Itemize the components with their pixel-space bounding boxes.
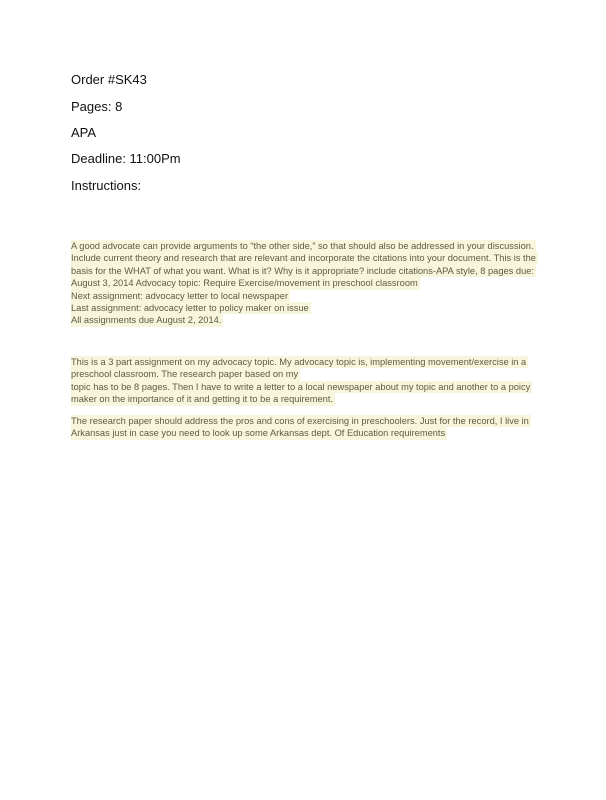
paragraph-line: basis for the WHAT of what you want. What is it? Why is it appropriate? include citations-APA style, 8 pages due:	[71, 265, 534, 276]
page-count: Pages: 8	[71, 99, 123, 114]
paragraph-line: maker on the importance of it and getting it to be a requirement.	[71, 394, 334, 405]
paragraph-line: A good advocate can provide arguments to “the other side,” so that should also be addressed in your discussion.	[71, 241, 534, 251]
instructions-heading: Instructions:	[71, 178, 142, 193]
paragraph-line: Arkansas just in case you need to look up some Arkansas dept. Of Education requirements	[71, 428, 446, 439]
paragraph-line: topic has to be 8 pages. Then I have to write a letter to a local newspaper about my topic and another to a poicy	[71, 381, 531, 392]
research-paper-notes	[71, 415, 541, 440]
assignment-overview	[71, 356, 541, 406]
paragraph-line: Next assignment: advocacy letter to local newspaper	[71, 290, 289, 301]
paragraph-line: preschool classroom. The research paper based on my	[71, 369, 299, 380]
paragraph-line: Include current theory and research that are relevant and incorporate the citations into your document. This is the	[71, 253, 536, 264]
order-number: Order #SK43	[71, 72, 147, 87]
assignment-description	[71, 240, 541, 327]
paragraph-line: This is a 3 part assignment on my advocacy topic. My advocacy topic is, implementing movement/exercise in a	[71, 357, 527, 367]
paragraph-line: Last assignment: advocacy letter to policy maker on issue	[71, 303, 309, 314]
paragraph-line: August 3, 2014 Advocacy topic: Require Exercise/movement in preschool classroom	[71, 278, 418, 289]
deadline: Deadline: 11:00Pm	[71, 151, 181, 166]
citation-style: APA	[71, 125, 97, 140]
paragraph-line: All assignments due August 2, 2014.	[71, 315, 222, 326]
paragraph-line: The research paper should address the pros and cons of exercising in preschoolers. Just for the record, I live in	[71, 416, 529, 426]
